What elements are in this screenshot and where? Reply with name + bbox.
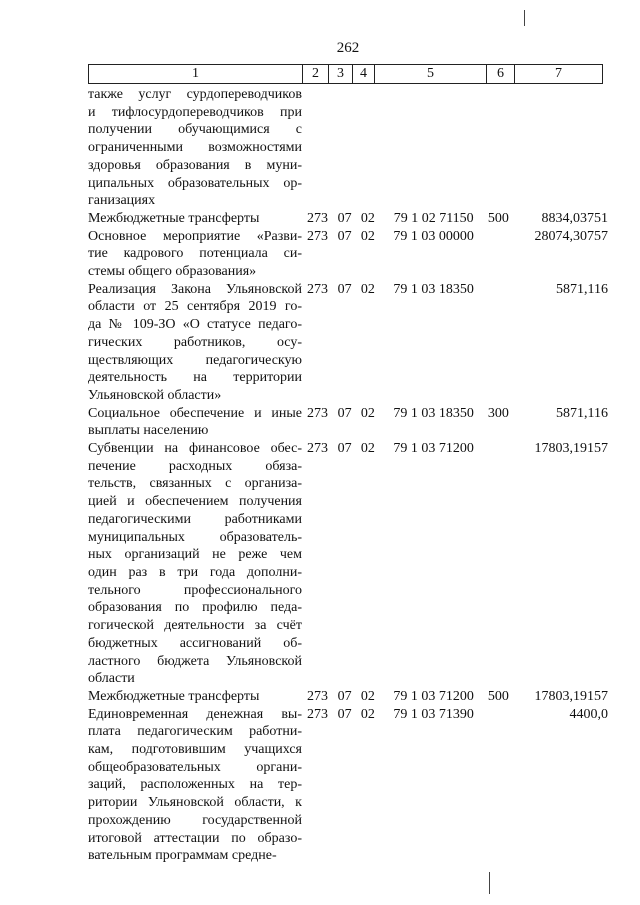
section-code: 07: [337, 706, 352, 722]
column-header-table: [88, 64, 603, 84]
description-line: гических работников, осу-: [88, 334, 302, 350]
row-description: [88, 228, 302, 281]
description-line: вательным программам средне-: [88, 848, 277, 864]
column-header-5: 5: [375, 65, 487, 84]
column-header-row: [89, 65, 603, 84]
expense-type-code: 500: [487, 210, 509, 226]
row-description: [88, 440, 302, 688]
column-header-2: 2: [303, 65, 329, 84]
description-line: Субвенции на финансовое обес-: [88, 441, 302, 457]
description-line: ограниченными возможностями: [88, 140, 302, 156]
amount: 4400,0: [569, 706, 608, 722]
description-line: стемы общего образования»: [88, 264, 257, 280]
description-line: тие кадрового потенциала си-: [88, 246, 302, 262]
amount: 5871,116: [556, 281, 608, 297]
amount: 17803,19157: [534, 688, 608, 704]
expense-type-code: [488, 440, 515, 688]
description-line: выплаты населению: [88, 423, 209, 439]
amount: 5871,116: [556, 405, 608, 421]
amount: 17803,19157: [534, 441, 608, 457]
table-row: [88, 210, 608, 228]
description-line: ластного бюджета Ульяновской: [88, 653, 302, 669]
target-article-code: 79 1 02 71150: [393, 210, 474, 226]
subsection-code: [356, 86, 379, 210]
description-line: Межбюджетные трансферты: [88, 210, 260, 226]
ministry-code: 273: [306, 405, 328, 421]
table-row: [88, 228, 608, 281]
subsection-code: 02: [360, 441, 375, 457]
table-row: [88, 706, 608, 865]
section-code: 07: [337, 405, 352, 421]
description-line: ществляющих педагогическую: [88, 352, 302, 368]
description-line: общеобразовательных органи-: [88, 759, 302, 775]
target-article-code: 79 1 03 71200: [393, 441, 474, 457]
column-header-4: 4: [353, 65, 375, 84]
expense-type-code: 300: [487, 405, 509, 421]
amount: 8834,03751: [541, 210, 608, 226]
expense-type-code: [488, 706, 515, 865]
description-line: бюджетных ассигнований об-: [88, 635, 302, 651]
expense-type-code: [488, 281, 515, 405]
ministry-code: 273: [306, 228, 328, 244]
amount: [515, 86, 608, 210]
description-line: Единовременная денежная вы-: [88, 706, 302, 722]
subsection-code: 02: [360, 281, 375, 297]
table-row: [88, 86, 608, 210]
description-line: и тифлосурдопереводчиков при: [88, 104, 302, 120]
description-line: образования по профилю педа-: [88, 600, 302, 616]
scan-mark: [489, 872, 490, 894]
description-line: муниципальных образователь-: [88, 529, 302, 545]
row-description: [88, 706, 302, 865]
description-line: ных организаций не реже чем: [88, 547, 302, 563]
description-line: один раз в три года дополни-: [88, 564, 302, 580]
subsection-code: 02: [360, 228, 375, 244]
target-article-code: 79 1 03 18350: [393, 281, 474, 297]
description-line: деятельность на территории: [88, 370, 302, 386]
table-row: [88, 440, 608, 688]
expense-type-code: [488, 228, 515, 281]
description-line: ритории Ульяновской области, к: [88, 795, 302, 811]
target-article-code: 79 1 03 71390: [393, 706, 474, 722]
column-header-6: 6: [487, 65, 515, 84]
section-code: [333, 86, 356, 210]
column-header-7: 7: [515, 65, 603, 84]
ministry-code: 273: [306, 688, 328, 704]
subsection-code: 02: [360, 706, 375, 722]
description-line: Ульяновской области»: [88, 387, 222, 403]
description-line: ципальных образовательных ор-: [88, 175, 302, 191]
section-code: 07: [337, 210, 352, 226]
description-line: да № 109-ЗО «О статусе педаго-: [88, 317, 302, 333]
table-row: [88, 405, 608, 440]
budget-table-body: [88, 86, 608, 865]
table-row: [88, 281, 608, 405]
description-line: Социальное обеспечение и иные: [88, 405, 302, 421]
row-description: [88, 405, 302, 440]
ministry-code: [302, 86, 333, 210]
scan-mark: [524, 10, 525, 26]
table-row: [88, 688, 608, 706]
expense-type-code: [488, 86, 515, 210]
subsection-code: 02: [360, 210, 375, 226]
column-header-3: 3: [329, 65, 353, 84]
amount: 28074,30757: [534, 228, 608, 244]
description-line: кам, подготовившим учащихся: [88, 742, 302, 758]
section-code: 07: [337, 441, 352, 457]
description-line: печение расходных обяза-: [88, 458, 302, 474]
target-article-code: 79 1 03 18350: [393, 405, 474, 421]
description-line: тельств, связанных с организа-: [88, 476, 302, 492]
description-line: тельного профессионального: [88, 582, 302, 598]
page-number: 262: [336, 40, 360, 56]
description-line: итоговой аттестации по образо-: [88, 830, 302, 846]
ministry-code: 273: [306, 281, 328, 297]
description-line: Межбюджетные трансферты: [88, 688, 260, 704]
description-line: заций, расположенных на тер-: [88, 777, 302, 793]
description-line: гогической деятельности за счёт: [88, 618, 302, 634]
ministry-code: 273: [306, 706, 328, 722]
description-line: здоровья образования в муни-: [88, 157, 302, 173]
description-line: получении обучающимися с: [88, 122, 302, 138]
column-header-1: 1: [89, 65, 303, 84]
description-line: плата педагогическим работни-: [88, 724, 302, 740]
description-line: Основное мероприятие «Разви-: [88, 228, 302, 244]
ministry-code: 273: [306, 441, 328, 457]
description-line: области: [88, 671, 135, 687]
description-line: также услуг сурдопереводчиков: [88, 87, 302, 102]
description-line: Реализация Закона Ульяновской: [88, 281, 302, 297]
ministry-code: 273: [306, 210, 328, 226]
target-article-code: [379, 86, 487, 210]
row-description: [88, 688, 302, 706]
section-code: 07: [337, 281, 352, 297]
description-line: педагогическими работниками: [88, 511, 302, 527]
section-code: 07: [337, 688, 352, 704]
description-line: цией и обеспечением получения: [88, 494, 302, 510]
expense-type-code: 500: [487, 688, 509, 704]
description-line: прохождению государственной: [88, 812, 302, 828]
description-line: области от 25 сентября 2019 го-: [88, 299, 302, 315]
row-description: [88, 281, 302, 405]
subsection-code: 02: [360, 688, 375, 704]
subsection-code: 02: [360, 405, 375, 421]
target-article-code: 79 1 03 71200: [393, 688, 474, 704]
description-line: ганизациях: [88, 193, 156, 209]
section-code: 07: [337, 228, 352, 244]
target-article-code: 79 1 03 00000: [393, 228, 474, 244]
row-description: [88, 210, 302, 228]
row-description: [88, 86, 302, 210]
